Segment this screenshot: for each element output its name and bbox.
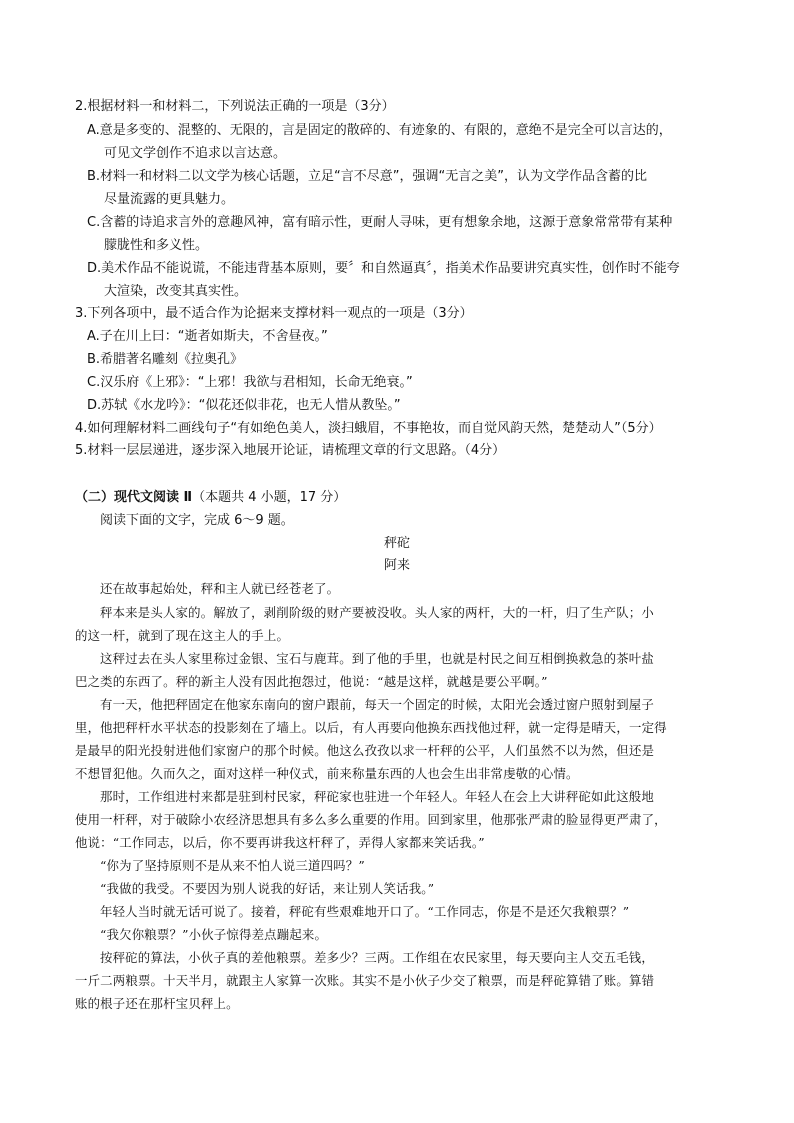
story-line: 是最早的阳光投射进他们家窗户的那个时候。他这么孜孜以求一杆秤的公平，人们虽然不以为然，但还是 [75, 743, 655, 758]
story-title: 秤砣 [383, 536, 410, 551]
story-line: “我做的我受。不要因为别人说我的好话，来让别人笑话我。” [100, 881, 435, 896]
section-heading [75, 489, 346, 507]
question-3-option-b: B.希腊著名雕刻《拉奥孔》 [87, 352, 244, 367]
question-5: 5.材料一层层递进，逐步深入地展开论证，请梳理文章的行文思路。（4分） [75, 443, 506, 458]
story-line: 秤本来是头人家的。解放了，剥削阶级的财产要被没收。头人家的两杆，大的一杆，归了生产队；小 [100, 605, 654, 620]
question-2-stem: 2.根据材料一和材料二，下列说法正确的一项是（3分） [75, 99, 395, 114]
story-line: 一斤二两粮票。十天半月，就跟主人家算一次账。其实不是小伙子少交了粮票，而是秤砣算错了账。算错 [75, 973, 655, 988]
question-2-option-b-continued: 尽量流露的更具魅力。 [104, 192, 235, 207]
story-line: 巴之类的东西了。秤的新主人没有因此抱怨过，他说：“越是这样，就越是要公平啊。” [75, 674, 548, 689]
story-line: 这秤过去在头人家里称过金银、宝石与鹿茸。到了他的手里，也就是村民之间互相倒换救急的茶叶盐 [100, 651, 654, 666]
section-info: （本题共 4 小题，17 分） [192, 490, 347, 505]
question-2-option-b: B.材料一和材料二以文学为核心话题，立足“言不尽意”，强调“无言之美”，认为文学作品含蓄的比 [87, 169, 647, 184]
question-2-option-d: D.美术作品不能说谎，不能违背基本原则，要〞和自然逼真〞，指美术作品要讲究真实性，创作时不能夸 [87, 261, 680, 276]
section-title: （二）现代文阅读 Ⅱ [75, 490, 193, 505]
story-line: “我欠你粮票？”小伙子惊得差点蹦起来。 [100, 927, 328, 942]
story-line: 那时，工作组进村来都是驻到村民家，秤砣家也驻进一个年轻人。年轻人在会上大讲秤砣如此这般地 [100, 789, 654, 804]
question-2-option-c: C.含蓄的诗追求言外的意趣风神，富有暗示性，更耐人寻味，更有想象余地，这源于意象常常带有某种 [87, 215, 673, 230]
story-line: 的这一杆，就到了现在这主人的手上。 [75, 628, 290, 643]
question-2-option-c-continued: 朦胧性和多义性。 [104, 238, 209, 253]
story-line: 年轻人当时就无话可说了。接着，秤砣有些艰难地开口了。“工作同志，你是不是还欠我粮票？” [100, 904, 630, 919]
story-line: 他说：“工作同志，以后，你不要再讲我这杆秤了，弄得人家都来笑话我。” [75, 835, 485, 850]
section-instruction: 阅读下面的文字，完成 6～9 题。 [100, 513, 294, 528]
question-3-stem: 3.下列各项中，最不适合作为论据来支撑材料一观点的一项是（3分） [75, 306, 473, 321]
question-2-option-a-continued: 可见文学创作不追求以言达意。 [104, 146, 287, 161]
question-3-option-c: C.汉乐府《上邪》：“上邪！我欲与君相知，长命无绝衰。” [87, 375, 413, 390]
question-2-option-d-continued: 大渲染，改变其真实性。 [104, 284, 248, 299]
story-author: 阿来 [383, 558, 410, 573]
story-line: “你为了坚持原则不是从来不怕人说三道四吗？” [100, 858, 365, 873]
question-3-option-d: D.苏轼《水龙吟》：“似花还似非花，也无人惜从教坠。” [87, 398, 401, 413]
question-2-option-a: A.意是多变的、混整的、无限的，言是固定的散碎的、有迹象的、有限的，意绝不是完全可以言达的， [87, 123, 672, 138]
question-3-option-a: A.子在川上曰：“逝者如斯夫，不舍昼夜。” [87, 329, 328, 344]
story-line: 还在故事起始处，秤和主人就已经苍老了。 [100, 581, 340, 596]
story-line: 有一天，他把秤固定在他家东南向的窗户跟前，每天一个固定的时候，太阳光会透过窗户照射到屋子 [100, 697, 654, 712]
story-line: 不想冒犯他。久而久之，面对这样一种仪式，前来称量东西的人也会生出非常虔敬的心情。 [75, 766, 579, 781]
story-line: 里，他把秤杆水平状态的投影刻在了墙上。以后，有人再要向他换东西找他过秤，就一定得是晴天，一定得 [75, 720, 667, 735]
story-line: 账的根子还在那杆宝贝秤上。 [75, 996, 239, 1011]
question-4: 4.如何理解材料二画线句子“有如绝色美人，淡扫蛾眉，不事艳妆，而自觉风韵天然，楚楚动人”（5分） [75, 421, 662, 436]
story-line: 使用一杆秤，对于破除小农经济思想具有多么多么重要的作用。回到家里，他那张严肃的脸显得更严肃了， [75, 812, 667, 827]
story-line: 按秤砣的算法，小伙子真的差他粮票。差多少？三两。工作组在农民家里，每天要向主人交五毛钱， [100, 950, 654, 965]
